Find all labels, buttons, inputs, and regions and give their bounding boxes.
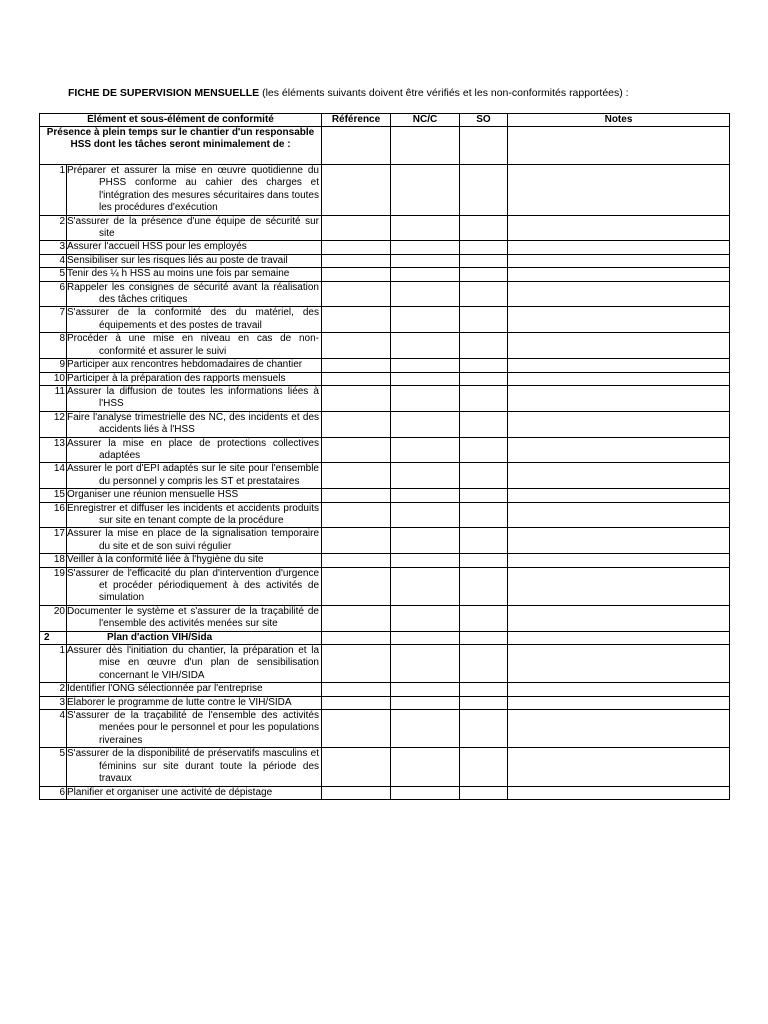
notes-cell[interactable]	[508, 631, 730, 644]
so-cell[interactable]	[460, 605, 508, 631]
so-cell[interactable]	[460, 359, 508, 372]
ncc-cell[interactable]	[391, 502, 460, 528]
notes-cell[interactable]	[508, 567, 730, 605]
so-cell[interactable]	[460, 127, 508, 165]
notes-cell[interactable]	[508, 554, 730, 567]
section-1-item-text: Participer à la préparation des rapports mensuels	[67, 372, 322, 385]
so-cell[interactable]	[460, 437, 508, 463]
section-1-item-number: 16	[40, 502, 67, 528]
so-cell[interactable]	[460, 489, 508, 502]
ncc-cell[interactable]	[391, 710, 460, 748]
table-row	[40, 268, 730, 281]
notes-cell[interactable]	[508, 165, 730, 216]
section-1-item-text: Organiser une réunion mensuelle HSS	[67, 489, 322, 502]
reference-cell[interactable]	[322, 333, 391, 359]
section-2-item-text: S'assurer de la disponibilité de préservatifs masculins et féminins sur site durant toute la période des travaux	[67, 748, 322, 786]
section-1-item-number: 3	[40, 241, 67, 254]
ncc-cell[interactable]	[391, 165, 460, 216]
section-1-item-number: 18	[40, 554, 67, 567]
reference-cell[interactable]	[322, 281, 391, 307]
header-so: SO	[460, 114, 508, 127]
ncc-cell[interactable]	[391, 359, 460, 372]
notes-cell[interactable]	[508, 307, 730, 333]
table-row	[40, 683, 730, 696]
notes-cell[interactable]	[508, 359, 730, 372]
notes-cell[interactable]	[508, 254, 730, 267]
table-row	[40, 786, 730, 799]
section-1-item-number: 15	[40, 489, 67, 502]
so-cell[interactable]	[460, 528, 508, 554]
section-1-item-number: 19	[40, 567, 67, 605]
reference-cell[interactable]	[322, 411, 391, 437]
reference-cell[interactable]	[322, 502, 391, 528]
notes-cell[interactable]	[508, 215, 730, 241]
table-row	[40, 645, 730, 683]
notes-cell[interactable]	[508, 127, 730, 165]
table-row	[40, 567, 730, 605]
section-1-item-number: 2	[40, 215, 67, 241]
section-1-item-text: Veiller à la conformité liée à l'hygiène du site	[67, 554, 322, 567]
notes-cell[interactable]	[508, 748, 730, 786]
so-cell[interactable]	[460, 333, 508, 359]
section-1-item-text: Documenter le système et s'assurer de la traçabilité de l'ensemble des activités menées sur site	[67, 605, 322, 631]
reference-cell[interactable]	[322, 241, 391, 254]
ncc-cell[interactable]	[391, 241, 460, 254]
table-row	[40, 359, 730, 372]
supervision-table	[39, 113, 730, 800]
section-2-title: Plan d'action VIH/Sida	[67, 631, 322, 644]
table-row	[40, 385, 730, 411]
table-row	[40, 502, 730, 528]
reference-cell[interactable]	[322, 268, 391, 281]
so-cell[interactable]	[460, 411, 508, 437]
so-cell[interactable]	[460, 268, 508, 281]
form-title: FICHE DE SUPERVISION MENSUELLE	[68, 87, 260, 99]
reference-cell[interactable]	[322, 683, 391, 696]
so-cell[interactable]	[460, 683, 508, 696]
reference-cell[interactable]	[322, 631, 391, 644]
notes-cell[interactable]	[508, 605, 730, 631]
so-cell[interactable]	[460, 215, 508, 241]
table-row	[40, 528, 730, 554]
form-subtitle: (les éléments suivants doivent être vérifiés et les non-conformités rapportées) :	[262, 87, 629, 99]
table-row	[40, 696, 730, 709]
so-cell[interactable]	[460, 502, 508, 528]
section-1-item-number: 17	[40, 528, 67, 554]
so-cell[interactable]	[460, 554, 508, 567]
ncc-cell[interactable]	[391, 127, 460, 165]
header-notes: Notes	[508, 114, 730, 127]
section-2-row	[40, 631, 730, 644]
notes-cell[interactable]	[508, 528, 730, 554]
so-cell[interactable]	[460, 696, 508, 709]
table-row	[40, 372, 730, 385]
section-1-item-text: Faire l'analyse trimestrielle des NC, des incidents et des accidents liés à l'HSS	[67, 411, 322, 437]
reference-cell[interactable]	[322, 254, 391, 267]
section-1-item-text: Assurer la mise en place de protections collectives adaptées	[67, 437, 322, 463]
table-row	[40, 307, 730, 333]
section-2-item-number: 5	[40, 748, 67, 786]
reference-cell[interactable]	[322, 437, 391, 463]
section-1-item-number: 10	[40, 372, 67, 385]
reference-cell[interactable]	[322, 359, 391, 372]
section-1-item-text: Assurer l'accueil HSS pour les employés	[67, 241, 322, 254]
section-1-item-text: Procéder à une mise en niveau en cas de non-conformité et assurer le suivi	[67, 333, 322, 359]
ncc-cell[interactable]	[391, 254, 460, 267]
section-1-item-text: Rappeler les consignes de sécurité avant la réalisation des tâches critiques	[67, 281, 322, 307]
notes-cell[interactable]	[508, 437, 730, 463]
notes-cell[interactable]	[508, 241, 730, 254]
reference-cell[interactable]	[322, 385, 391, 411]
table-row	[40, 463, 730, 489]
section-1-item-text: S'assurer de l'efficacité du plan d'intervention d'urgence et procéder périodiquement à des activités de simulation	[67, 567, 322, 605]
notes-cell[interactable]	[508, 333, 730, 359]
section-1-item-text: Assurer la mise en place de la signalisation temporaire du site et de son suivi régulier	[67, 528, 322, 554]
ncc-cell[interactable]	[391, 748, 460, 786]
section-1-item-number: 11	[40, 385, 67, 411]
reference-cell[interactable]	[322, 786, 391, 799]
section-2-item-number: 1	[40, 645, 67, 683]
so-cell[interactable]	[460, 307, 508, 333]
ncc-cell[interactable]	[391, 786, 460, 799]
section-2-item-text: Identifier l'ONG sélectionnée par l'entreprise	[67, 683, 322, 696]
so-cell[interactable]	[460, 165, 508, 216]
table-row	[40, 165, 730, 216]
reference-cell[interactable]	[322, 567, 391, 605]
ncc-cell[interactable]	[391, 554, 460, 567]
ncc-cell[interactable]	[391, 372, 460, 385]
so-cell[interactable]	[460, 567, 508, 605]
table-row	[40, 710, 730, 748]
ncc-cell[interactable]	[391, 333, 460, 359]
notes-cell[interactable]	[508, 683, 730, 696]
ncc-cell[interactable]	[391, 489, 460, 502]
section-1-item-number: 20	[40, 605, 67, 631]
section-1-item-text: S'assurer de la conformité des du matériel, des équipements et des postes de travail	[67, 307, 322, 333]
section-1-item-text: Assurer le port d'EPI adaptés sur le site pour l'ensemble du personnel y compris les ST et prestataires	[67, 463, 322, 489]
ncc-cell[interactable]	[391, 463, 460, 489]
ncc-cell[interactable]	[391, 385, 460, 411]
so-cell[interactable]	[460, 748, 508, 786]
notes-cell[interactable]	[508, 463, 730, 489]
section-2-item-number: 4	[40, 710, 67, 748]
table-row	[40, 748, 730, 786]
section-1-item-number: 8	[40, 333, 67, 359]
section-1-item-text: Assurer la diffusion de toutes les informations liées à l'HSS	[67, 385, 322, 411]
table-row	[40, 241, 730, 254]
section-1-item-number: 12	[40, 411, 67, 437]
section-1-item-number: 4	[40, 254, 67, 267]
reference-cell[interactable]	[322, 528, 391, 554]
ncc-cell[interactable]	[391, 411, 460, 437]
section-2-item-number: 3	[40, 696, 67, 709]
section-2-item-number: 2	[40, 683, 67, 696]
ncc-cell[interactable]	[391, 605, 460, 631]
section-1-item-number: 6	[40, 281, 67, 307]
notes-cell[interactable]	[508, 696, 730, 709]
so-cell[interactable]	[460, 631, 508, 644]
notes-cell[interactable]	[508, 268, 730, 281]
so-cell[interactable]	[460, 710, 508, 748]
table-row	[40, 489, 730, 502]
header-ncc: NC/C	[391, 114, 460, 127]
so-cell[interactable]	[460, 241, 508, 254]
so-cell[interactable]	[460, 385, 508, 411]
reference-cell[interactable]	[322, 215, 391, 241]
notes-cell[interactable]	[508, 645, 730, 683]
ncc-cell[interactable]	[391, 528, 460, 554]
reference-cell[interactable]	[322, 710, 391, 748]
ncc-cell[interactable]	[391, 268, 460, 281]
section-1-item-number: 9	[40, 359, 67, 372]
table-row	[40, 411, 730, 437]
section-2-item-text: Planifier et organiser une activité de dépistage	[67, 786, 322, 799]
header-reference: Référence	[322, 114, 391, 127]
section-2-item-text: Elaborer le programme de lutte contre le VIH/SIDA	[67, 696, 322, 709]
ncc-cell[interactable]	[391, 631, 460, 644]
reference-cell[interactable]	[322, 605, 391, 631]
header-element: Élément et sous-élément de conformité	[40, 114, 322, 127]
notes-cell[interactable]	[508, 710, 730, 748]
section-1-row	[40, 127, 730, 165]
reference-cell[interactable]	[322, 372, 391, 385]
reference-cell[interactable]	[322, 645, 391, 683]
ncc-cell[interactable]	[391, 683, 460, 696]
form-heading	[68, 86, 748, 100]
section-1-item-number: 5	[40, 268, 67, 281]
section-1-item-text: Tenir des ¼ h HSS au moins une fois par semaine	[67, 268, 322, 281]
table-row	[40, 254, 730, 267]
ncc-cell[interactable]	[391, 281, 460, 307]
reference-cell[interactable]	[322, 307, 391, 333]
section-1-item-text: Enregistrer et diffuser les incidents et accidents produits sur site en tenant compte de la procédure	[67, 502, 322, 528]
table-row	[40, 215, 730, 241]
section-1-item-text: Participer aux rencontres hebdomadaires de chantier	[67, 359, 322, 372]
so-cell[interactable]	[460, 786, 508, 799]
so-cell[interactable]	[460, 281, 508, 307]
reference-cell[interactable]	[322, 127, 391, 165]
so-cell[interactable]	[460, 645, 508, 683]
ncc-cell[interactable]	[391, 307, 460, 333]
ncc-cell[interactable]	[391, 645, 460, 683]
table-row	[40, 554, 730, 567]
ncc-cell[interactable]	[391, 567, 460, 605]
section-2-number: 2	[40, 631, 67, 644]
notes-cell[interactable]	[508, 281, 730, 307]
section-2-item-number: 6	[40, 786, 67, 799]
ncc-cell[interactable]	[391, 437, 460, 463]
section-1-item-text: S'assurer de la présence d'une équipe de sécurité sur site	[67, 215, 322, 241]
section-1-item-number: 1	[40, 165, 67, 216]
ncc-cell[interactable]	[391, 215, 460, 241]
notes-cell[interactable]	[508, 502, 730, 528]
notes-cell[interactable]	[508, 786, 730, 799]
section-1-title: Présence à plein temps sur le chantier d'un responsable HSS dont les tâches seront minimalement de :	[40, 127, 322, 165]
table-row	[40, 605, 730, 631]
table-row	[40, 333, 730, 359]
section-1-item-text: Préparer et assurer la mise en œuvre quotidienne du PHSS conforme au cahier des charges et l'intégration des mesures sécuritaires dans toutes les procédures d'exécution	[67, 165, 322, 216]
section-1-item-text: Sensibiliser sur les risques liés au poste de travail	[67, 254, 322, 267]
section-2-item-text: S'assurer de la traçabilité de l'ensemble des activités menées pour le personnel et pour les populations riveraines	[67, 710, 322, 748]
section-1-item-number: 14	[40, 463, 67, 489]
so-cell[interactable]	[460, 254, 508, 267]
table-row	[40, 281, 730, 307]
reference-cell[interactable]	[322, 489, 391, 502]
section-1-item-number: 13	[40, 437, 67, 463]
so-cell[interactable]	[460, 372, 508, 385]
table-row	[40, 437, 730, 463]
so-cell[interactable]	[460, 463, 508, 489]
ncc-cell[interactable]	[391, 696, 460, 709]
table-header-row	[40, 114, 730, 127]
reference-cell[interactable]	[322, 748, 391, 786]
notes-cell[interactable]	[508, 372, 730, 385]
reference-cell[interactable]	[322, 165, 391, 216]
notes-cell[interactable]	[508, 385, 730, 411]
section-1-item-number: 7	[40, 307, 67, 333]
notes-cell[interactable]	[508, 411, 730, 437]
section-2-item-text: Assurer dès l'initiation du chantier, la préparation et la mise en œuvre d'un plan de sensibilisation concernant le VIH/SIDA	[67, 645, 322, 683]
reference-cell[interactable]	[322, 696, 391, 709]
reference-cell[interactable]	[322, 554, 391, 567]
notes-cell[interactable]	[508, 489, 730, 502]
reference-cell[interactable]	[322, 463, 391, 489]
